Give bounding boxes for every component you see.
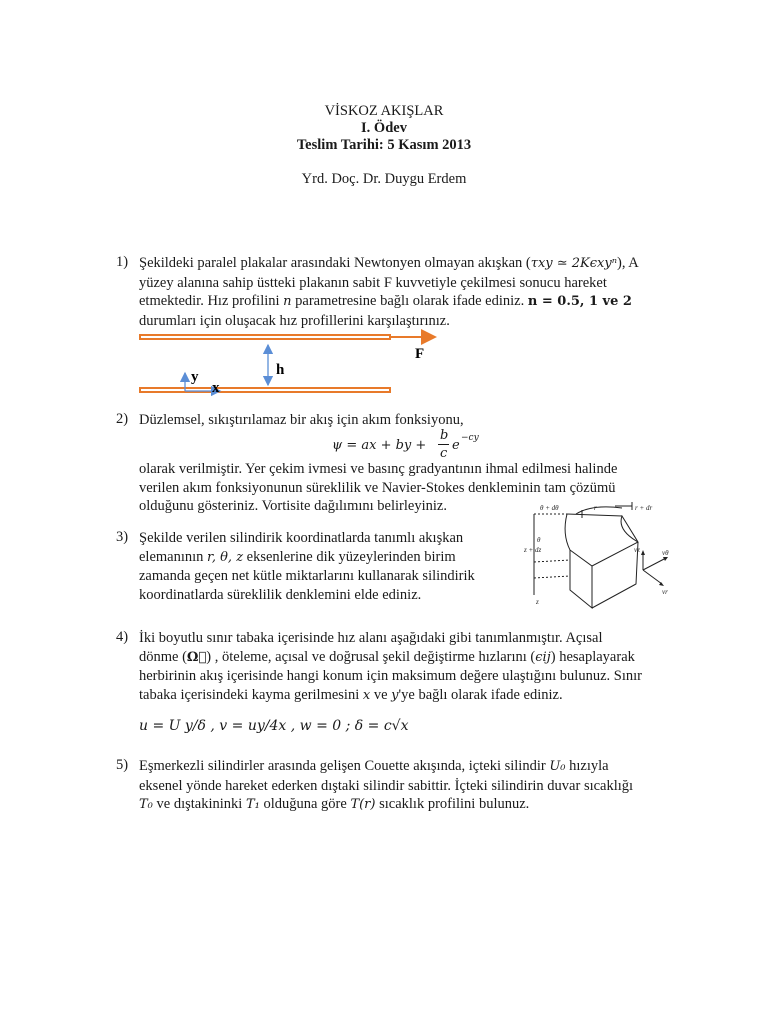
due-date: Teslim Tarihi: 5 Kasım 2013 — [296, 137, 472, 153]
q3-number: 3) — [116, 529, 129, 545]
q4-line3: herbirinin akış içerisinde hangi konum için maksimum değere ulaştığını bulunuz. Sınır — [139, 668, 642, 684]
upper-plate — [140, 335, 390, 339]
q4-line4c: 'ye bağlı olarak ifade ediniz. — [398, 686, 563, 703]
q1-n-values: n = 0.5, 1 ve 2 — [527, 294, 632, 309]
q4-line4b: ve — [370, 686, 392, 703]
q2-frac-den: c — [440, 446, 448, 461]
q1-text — [139, 254, 639, 330]
q4-x: x — [362, 687, 371, 703]
q4-line4 — [139, 686, 642, 706]
q4-number: 4) — [116, 629, 129, 645]
q4-velocity-field-eq: u = U y/δ , v = uy/4x , w = 0 ; δ = c√x — [139, 718, 409, 734]
q4-line2b: ) , öteleme, açısal ve doğrusal şekil değiştirme hızlarını ( — [206, 648, 536, 665]
assignment-number: I. Ödev — [361, 120, 407, 136]
q1-constitutive-eq: τxy ≃ 2Kϵxyⁿ — [530, 256, 617, 271]
label-z: z — [536, 598, 539, 606]
q5-Tr: T(r) — [350, 797, 376, 812]
q3-line2 — [139, 548, 475, 568]
y-label: y — [191, 369, 199, 385]
q4-eps: ϵij — [535, 649, 551, 665]
q3-coords: r, θ, z — [207, 549, 244, 565]
q2-eq-lhs: ψ = ax + by + — [332, 438, 427, 453]
label-r-dr: r + dr — [635, 504, 653, 512]
q5-line3 — [139, 795, 633, 815]
label-vtheta: vθ — [662, 549, 669, 557]
x-label: x — [212, 380, 220, 396]
q5-line3c: sıcaklık profilini bulunuz. — [375, 796, 530, 812]
q3-line2b: eksenlerine dik yüzeylerinden birim — [243, 548, 456, 565]
q4-y: y — [391, 687, 399, 703]
label-vr: vr — [662, 588, 668, 596]
document-title: VİSKOZ AKIŞLAR — [324, 103, 444, 119]
instructor-name: Yrd. Doç. Dr. Duygu Erdem — [301, 171, 467, 187]
q5-line2: eksenel yönde hareket ederken dıştaki silindir sabittir. İçteki silindirin duvar sıcaklığı — [139, 777, 634, 794]
q1-number: 1) — [116, 254, 129, 270]
q4-line4a: tabaka içerisindeki kayma gerilmesini — [139, 686, 363, 703]
q3-cylindrical-element-figure — [522, 500, 682, 614]
lower-plate — [140, 388, 390, 392]
q2-line1: Düzlemsel, sıkıştırılamaz bir akış için akım fonksiyonu, — [139, 412, 464, 428]
q3-line3: zamanda geçen net kütle miktarlarını kullanarak silindirik — [139, 568, 475, 584]
q5-number: 5) — [116, 757, 129, 773]
q5-T0: T₀ — [139, 797, 153, 812]
force-label: F — [415, 346, 425, 362]
q1-line3b: parametresine bağlı olarak ifade ediniz. — [291, 293, 528, 309]
q1-line1b: ), A — [617, 255, 639, 271]
label-vz: vz — [634, 546, 640, 554]
q5-line1b: hızıyla — [565, 758, 609, 774]
label-theta-dtheta: θ + dθ — [540, 504, 559, 512]
q5-line1a: Eşmerkezli silindirler arasında gelişen Couette akışında, içteki silindir — [139, 758, 550, 774]
q4-omega: Ω⃗ — [186, 649, 207, 665]
q3-line2a: elemanının — [139, 548, 208, 565]
q2-number: 2) — [116, 411, 129, 427]
q2-exp-base: e — [452, 438, 460, 453]
q2-exp-sup: −cy — [461, 433, 479, 443]
q1-line1a: Şekildeki paralel plakalar arasındaki Newtonyen olmayan akışkan ( — [139, 255, 531, 271]
label-z-dz: z + dz — [524, 546, 542, 554]
q1-line1 — [139, 254, 639, 274]
gap-label: h — [276, 362, 285, 378]
q5-U0: U₀ — [549, 759, 566, 774]
q4-line2 — [139, 648, 642, 668]
q2-line3: verilen akım fonksiyonunun süreklilik ve Navier-Stokes denkleminin tam çözümü — [139, 479, 616, 496]
q1-line3 — [139, 292, 639, 312]
q4-line2c: ) hesaplayarak — [550, 648, 635, 665]
q1-line3a: etmektedir. Hız profilini — [139, 293, 284, 309]
q2-frac-bar — [438, 444, 449, 445]
q2-line2: olarak verilmiştir. Yer çekim ivmesi ve basınç gradyantının ihmal edilmesi halinde — [139, 461, 618, 477]
q2-frac-num: b — [440, 428, 449, 443]
q5-line3b: olduğuna göre — [259, 796, 351, 812]
q4-line2a: dönme ( — [139, 648, 187, 665]
q5-line3a: ve dıştakininki — [152, 796, 246, 812]
q3-text — [139, 529, 475, 604]
label-r: r — [594, 504, 597, 512]
q3-line1: Şekilde verilen silindirik koordinatlarda tanımlı akışkan — [139, 530, 464, 546]
q3-line4: koordinatlarda süreklilik denklemini elde ediniz. — [139, 586, 422, 603]
q2-line4: olduğunu gösteriniz. Vortisite dağılımını belirleyiniz. — [139, 498, 447, 514]
q1-line4: durumları için oluşacak hız profillerini karşılaştırınız. — [139, 312, 450, 329]
q5-text — [139, 757, 633, 815]
q4-line1: İki boyutlu sınır tabaka içerisinde hız alanı aşağıdaki gibi tanımlanmıştır. Açısal — [139, 630, 603, 646]
q1-plates-figure — [130, 325, 450, 405]
q1-n: n — [283, 294, 292, 309]
q1-line2: yüzey alanına sahip üstteki plakanın sabit F kuvvetiyle çekilmesi sonucu hareket — [139, 274, 607, 291]
q5-line1 — [139, 757, 633, 777]
label-theta: θ — [537, 536, 541, 544]
q4-text — [139, 629, 642, 705]
q5-T1: T₁ — [245, 797, 260, 812]
